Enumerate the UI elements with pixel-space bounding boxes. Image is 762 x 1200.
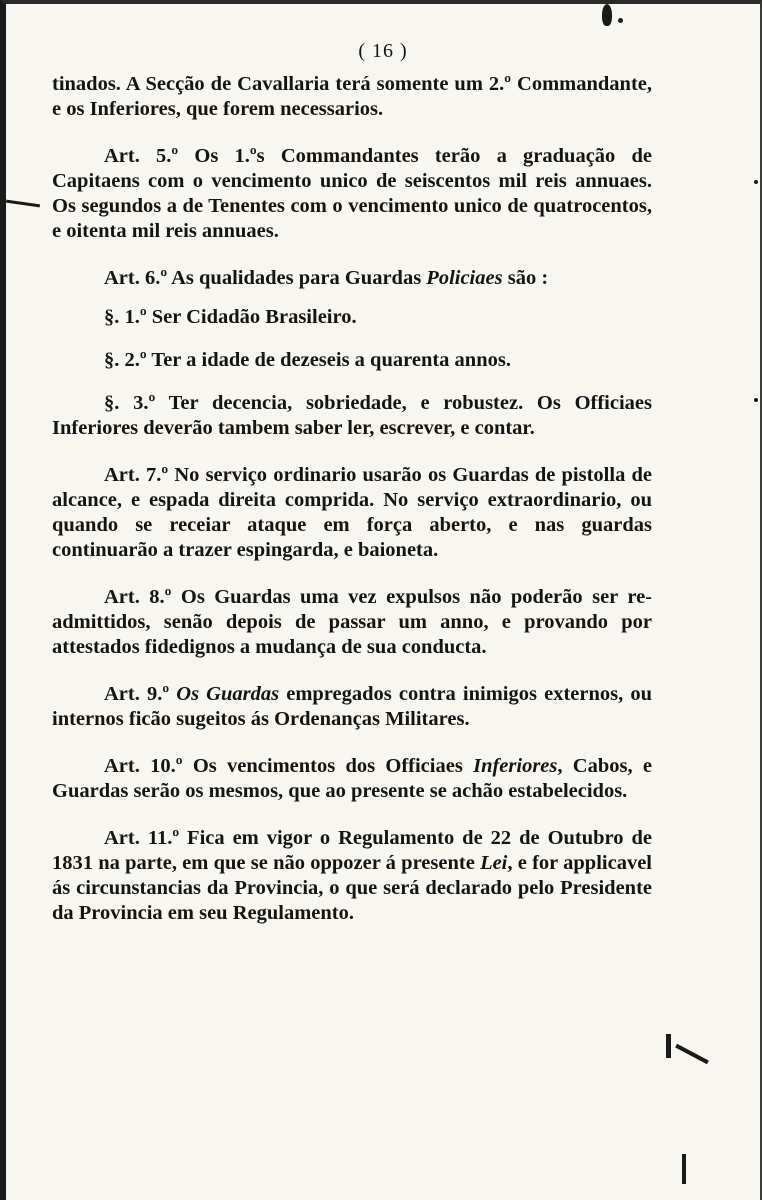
- article-10: [52, 754, 652, 804]
- paragraph-continuation: tinados. A Secção de Cavallaria terá somente um 2.º Commandante, e os Inferiores, que forem necessarios.: [52, 73, 652, 120]
- article-6: [52, 266, 652, 291]
- article-10-text-end: , Cabos, e Guardas serão os mesmos, que ao presente se achão estabelecidos.: [52, 755, 652, 802]
- ink-blot-mark: [602, 4, 612, 26]
- article-5: Art. 5.º Os 1.ºs Commandantes terão a graduação de Capitaens com o vencimento unico de seiscentos mil reis annuaes. Os segundos a de Tenentes com o vencimento unico de quatrocentos, e oitenta mil reis annuaes.: [52, 145, 652, 242]
- article-8: Art. 8.º Os Guardas uma vez expulsos não poderão ser re-admittidos, senão depois de passar um anno, e provando por attestados fidedignos a mudança de sua conducta.: [52, 586, 652, 658]
- article-11-emphasis: Lei: [480, 852, 508, 874]
- article-11: [52, 826, 652, 926]
- article-9-text-end: empregados contra inimigos externos, ou internos ficão sugeitos ás Ordenanças Militares.: [52, 683, 653, 730]
- article-9: [52, 682, 652, 732]
- article-10-emphasis: Inferiores: [473, 755, 558, 777]
- ink-dot-mark: [754, 180, 758, 184]
- article-10-text: Art. 10.º Os vencimentos dos Officiaes: [104, 755, 474, 777]
- ink-dot-mark: [754, 398, 758, 402]
- article-9-text: Art. 9.º: [104, 683, 177, 705]
- margin-pen-mark: [675, 1044, 709, 1064]
- article-6-text-end: são :: [502, 267, 549, 289]
- margin-pen-mark: [666, 1034, 671, 1058]
- article-7: Art. 7.º No serviço ordinario usarão os Guardas de pistolla de alcance, e espada direita comprida. No serviço extraordinario, ou quando se receiar ataque em força aberto, e nas guardas continuarão a trazer espingarda, e baioneta.: [52, 464, 652, 561]
- article-6-emphasis: Policiaes: [426, 267, 503, 289]
- section-3: §. 3.º Ter decencia, sobriedade, e robustez. Os Officiaes Inferiores deverão tambem saber ler, escrever, e contar.: [52, 392, 652, 439]
- article-9-emphasis: Os Guardas: [176, 683, 280, 705]
- article-11-text-end: , e for applicavel ás circunstancias da Provincia, o que será declarado pelo Presidente da Provincia em seu Regulamento.: [52, 852, 652, 924]
- article-11-text: Art. 11.º Fica em vigor o Regulamento de 22 de Outubro de 1831 na parte, em que se não oppozer á presente: [52, 827, 652, 874]
- margin-pen-mark: [6, 200, 40, 208]
- margin-pen-mark: [682, 1154, 686, 1184]
- section-2: §. 2.º Ter a idade de dezeseis a quarenta annos.: [104, 349, 511, 371]
- section-1: §. 1.º Ser Cidadão Brasileiro.: [104, 306, 357, 328]
- page-number: ( 16 ): [358, 40, 408, 62]
- article-6-text: Art. 6.º As qualidades para Guardas: [104, 267, 427, 289]
- document-body: [52, 72, 652, 926]
- ink-dot-mark: [618, 18, 623, 23]
